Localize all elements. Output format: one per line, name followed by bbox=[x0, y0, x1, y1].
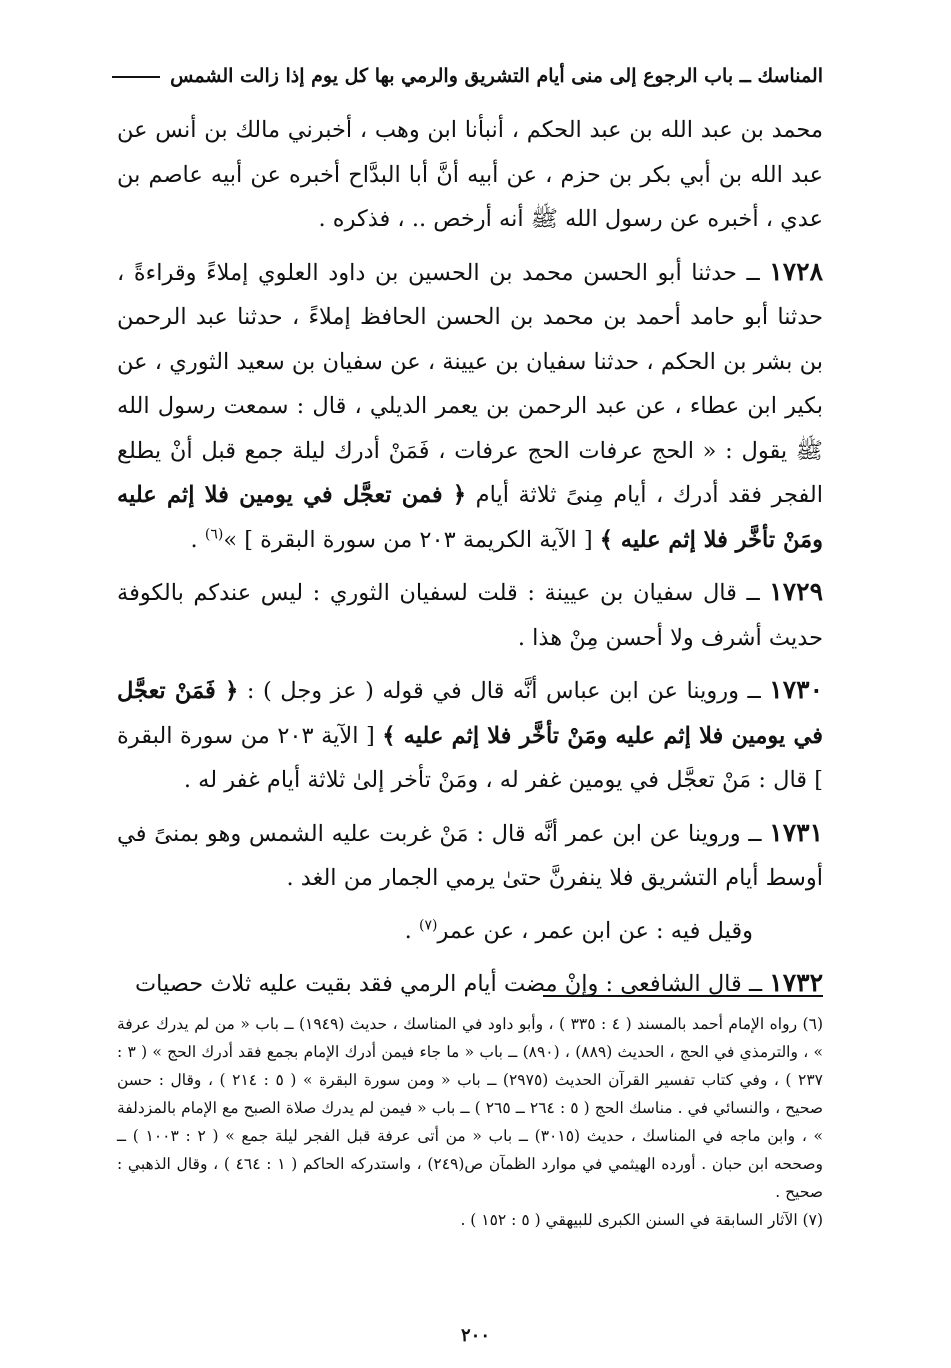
header-title: المناسك ــ باب الرجوع إلى منى أيام التشريق والرمي بها كل يوم إذا زالت الشمس bbox=[170, 65, 823, 87]
footnote-ref: (٧) bbox=[418, 917, 438, 933]
paragraph-text: ــ قال سفيان بن عيينة : قلت لسفيان الثوري : ليس عندكم بالكوفة حديث أشرف ولا أحسن مِنْ هذا . bbox=[117, 580, 823, 651]
header-rule bbox=[112, 76, 160, 78]
hadith-number: ١٧٣١ bbox=[769, 817, 823, 847]
paragraph-text: ــ حدثنا أبو الحسن محمد بن الحسين بن داود العلوي إملاءً وقراءةً ، حدثنا أبو حامد أحمد بن محمد بن الحسن الحافظ إملاءً ، حدثنا عبد الرحمن بن بشر بن الحكم ، حدثنا سفيان بن عيينة ، عن سفيان بن سعيد الثوري ، عن بكير ابن عطاء ، عن عبد الرحمن بن يعمر الديلي ، قال : سمعت رسول الله ﷺ يقول : « الحج عرفات الحج عرفات ، فَمَنْ أدرك ليلة جمع قبل أنْ يطلع الفجر فقد أدرك ، أيام مِنىً ثلاثة أيام bbox=[117, 259, 823, 508]
paragraph-text: ــ وروينا عن ابن عمر أنَّه قال : مَنْ غربت عليه الشمس وهو بمنىً في أوسط أيام التشريق فلا ينفرنَّ حتىٰ يرمي الجمار من الغد . bbox=[117, 820, 823, 891]
main-text bbox=[117, 108, 823, 1007]
footnote-7: (٧) الآثار السابقة في السنن الكبرى للبيهقي ( ٥ : ١٥٢ ) . bbox=[460, 1211, 823, 1229]
hadith-number: ١٧٢٩ bbox=[769, 577, 823, 606]
paragraph-text: ــ قال الشافعي : وإنْ مضت أيام الرمي فقد بقيت عليه ثلاث حصيات bbox=[134, 971, 770, 997]
paragraph-text: ــ وروينا عن ابن عباس أنَّه قال في قوله ( عز وجل ) : bbox=[238, 678, 770, 704]
paragraph-text: . bbox=[190, 526, 205, 553]
paragraph-text: [ الآية الكريمة ٢٠٣ من سورة البقرة ] » bbox=[223, 526, 600, 553]
footnote-ref: (٦) bbox=[204, 526, 224, 542]
paragraph-1730 bbox=[117, 668, 823, 803]
paragraph-text: . bbox=[404, 917, 419, 944]
paragraph-text: وقيل فيه : عن ابن عمر ، عن عمر bbox=[437, 917, 753, 944]
paragraph-1732 bbox=[117, 961, 823, 1007]
footnote-6: (٦) رواه الإمام أحمد بالمسند ( ٤ : ٣٣٥ ) ، وأبو داود في المناسك ، حديث (١٩٤٩) ــ باب « من لم يدرك عرفة » ، والترمذي في الحج ، الحديث (٨٨٩) ، (٨٩٠) ــ باب « ما جاء فيمن أدرك الإمام بجمع فقد أدرك الحج » ( ٣ : ٢٣٧ ) ، وفي كتاب تفسير القرآن الحديث (٢٩٧٥) ــ باب « ومن سورة البقرة » ( ٥ : ٢١٤ ) ، وقال : حسن صحيح ، والنسائي في . مناسك الحج ( ٥ : ٢٦٤ ــ ٢٦٥ ) ــ باب « فيمن لم يدرك صلاة الصبح مع الإمام بالمزدلفة » ، وابن ماجه في المناسك ، حديث (٣٠١٥) ــ باب « من أتى عرفة قبل الفجر ليلة جمع » ( ٢ : ١٠٠٣ ) ــ وصححه ابن حبان . أورده الهيثمي في موارد الظمآن ص(٢٤٩) ، واستدركه الحاكم ( ١ : ٤٦٤ ) ، وقال الذهبي : صحيح . bbox=[117, 1015, 824, 1201]
hadith-number: ١٧٣٠ bbox=[769, 675, 823, 704]
quran-verse: ﴿ فَمَنْ تعجَّل في يومين فلا إثم عليه ومَنْ تأخَّر فلا إثم عليه ﴾ bbox=[117, 678, 823, 749]
paragraph-1729 bbox=[117, 570, 823, 660]
footnote-separator bbox=[543, 995, 823, 997]
page-number: ٢٠٠ bbox=[460, 1325, 490, 1346]
paragraph-1731 bbox=[117, 811, 823, 901]
hadith-number: ١٧٣٢ bbox=[769, 968, 823, 997]
quran-verse: ﴿ فمن تعجَّل في يومين فلا إثم عليه ومَنْ تأخَّر فلا إثم عليه ﴾ bbox=[117, 482, 823, 553]
paragraph-continuation: محمد بن عبد الله بن عبد الحكم ، أنبأنا ابن وهب ، أخبرني مالك بن أنس عن عبد الله بن أبي بكر بن حزم ، عن أبيه أنَّ أبا البدَّاح أخبره عن أبيه عاصم بن عدي ، أخبره عن رسول الله ﷺ أنه أرخص .. ، فذكره . bbox=[117, 117, 823, 232]
paragraph-qila bbox=[117, 909, 823, 954]
hadith-number: ١٧٢٨ bbox=[769, 256, 823, 286]
paragraph-1728 bbox=[117, 250, 823, 563]
running-header bbox=[112, 58, 823, 94]
paragraph-text: [ الآية ٢٠٣ من سورة البقرة ] قال : مَنْ تعجَّل في يومين غفر له ، ومَنْ تأخر إلىٰ ثلاثة أيام غفر له . bbox=[117, 722, 823, 793]
footnotes bbox=[117, 1010, 823, 1234]
